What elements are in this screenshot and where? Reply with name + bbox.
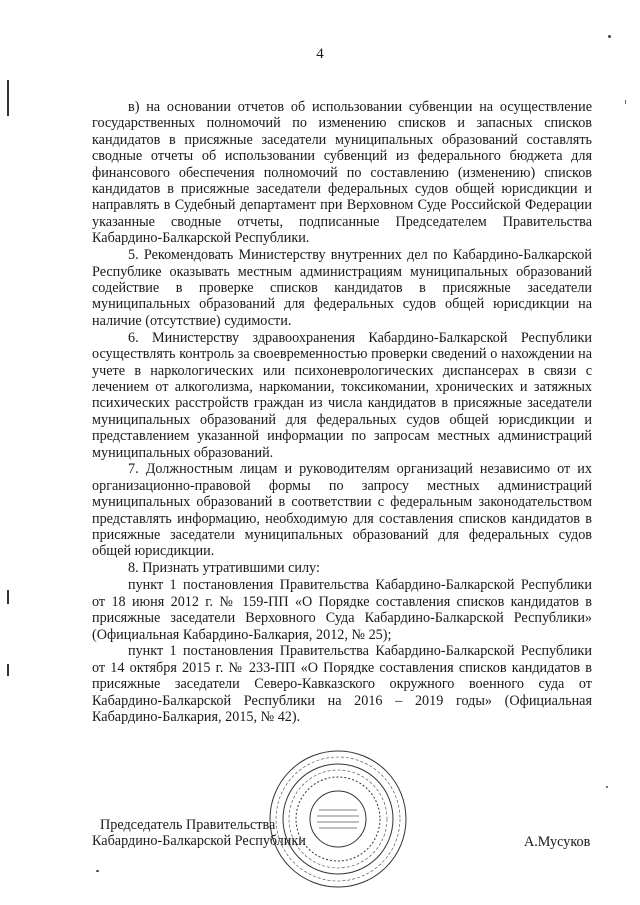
paragraph: пункт 1 постановления Правительства Кабардино-Балкарской Республики от 14 октября 2015 г. № 233-ПП «О Порядке составления списков кандидатов в присяжные заседатели Северо-Кавказского окружного военного суда от Кабардино-Балкарской Республики на 2016 – 2019 годы» (Официальная Кабардино-Балкария, 2015, № 42). <box>92 643 592 726</box>
paragraph: 7. Должностным лицам и руководителям организаций независимо от их организационно-правовой формы по запросу местных администраций муниципальных образований в соответствии с федеральным законодательством представлять информацию, необходимую для составления списков кандидатов в присяжные заседатели муниципальных образований для федеральных судов общей юрисдикции. <box>92 461 592 560</box>
scan-speck <box>606 786 608 788</box>
paragraph: 6. Министерству здравоохранения Кабардино-Балкарской Республики осуществлять контроль за своевременностью проверки сведений о нахождении на учете в наркологических или психоневрологических диспансерах в связи с лечением от алкоголизма, наркомании, токсикомании, хронических и затяжных психических расстройств граждан из числа кандидатов в присяжные заседатели муниципальных образований для федеральных судов общей юрисдикции и представлением указанной информации по запросам местных администраций муниципальных образований. <box>92 329 592 461</box>
scan-speck <box>608 35 611 38</box>
paragraph: в) на основании отчетов об использовании субвенции на осуществление государственных полномочий по изменению списков и запасных списков кандидатов в присяжные заседатели муниципальных образований составлять сводные отчеты об использовании субвенций из федерального бюджета для финансового обеспечения полномочий по составлению (изменению) списков кандидатов в присяжные заседатели федеральных судов общей юрисдикции и направлять в Судебный департамент при Верховном Суде Российской Федерации указанные сводные отчеты, подписанные Председателем Правительства Кабардино-Балкарской Республики. <box>92 99 592 247</box>
signer-title-line1: Председатель Правительства <box>100 817 276 833</box>
scan-speck <box>96 870 99 872</box>
page-number: 4 <box>316 46 324 62</box>
paragraph: 8. Признать утратившими силу: <box>128 560 320 577</box>
paragraph: пункт 1 постановления Правительства Кабардино-Балкарской Республики от 18 июня 2012 г. № 159-ПП «О Порядке составления списков кандидатов в присяжные заседатели Верховного Суда Кабардино-Балкарской Республики» (Официальная Кабардино-Балкария, 2012, № 25); <box>92 577 592 643</box>
signer-title-line2: Кабардино-Балкарской Республики <box>92 833 306 849</box>
signature-block <box>92 817 306 849</box>
scan-margin-mark <box>7 590 9 604</box>
scan-margin-mark <box>7 80 9 116</box>
document-body <box>92 99 592 726</box>
scan-margin-mark <box>625 100 626 104</box>
paragraph: 5. Рекомендовать Министерству внутренних дел по Кабардино-Балкарской Республике оказывать местным администрациям муниципальных образований содействие в проверке списков кандидатов в присяжные заседатели муниципальных образований для федеральных судов общей юрисдикции на наличие (отсутствие) судимости. <box>92 247 592 329</box>
signer-name: А.Мусуков <box>524 834 591 850</box>
scan-margin-mark <box>7 664 9 676</box>
